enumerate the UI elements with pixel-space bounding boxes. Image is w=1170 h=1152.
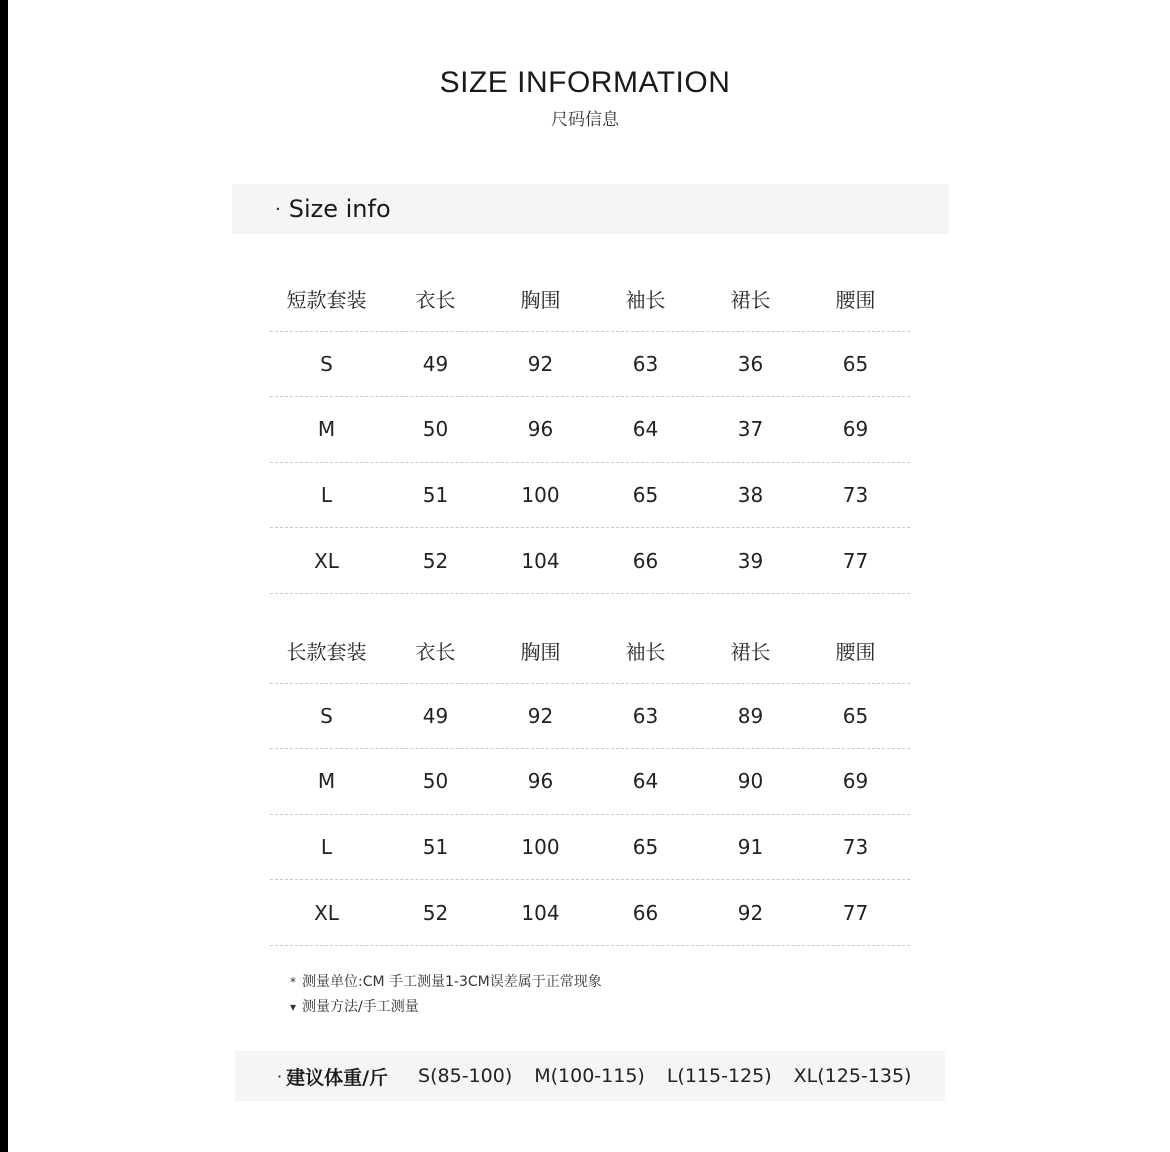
table-cell: 69 [842,769,869,794]
long-set-table [270,618,910,946]
size-cell: XL [314,900,339,925]
table-cell: 50 [422,769,449,794]
table-cell: 37 [737,417,764,442]
table-cell: 92 [737,900,764,925]
triangle-down-icon: ▾ [290,1000,297,1014]
table-cell: 63 [632,351,659,376]
table-cell: 92 [527,703,554,728]
table-cell: 49 [422,351,449,376]
table-cell: 51 [422,483,449,508]
table-cell: 73 [842,483,869,508]
weight-item: S(85-100) [418,1065,513,1087]
table-cell: 49 [422,703,449,728]
recommended-weight-bar [235,1051,945,1101]
table-cell: 64 [632,769,659,794]
table-cell: 39 [737,548,764,573]
left-edge-bar [0,0,8,1152]
table-cell: 65 [842,703,869,728]
bullet-icon: · [275,198,281,220]
table-cell: 51 [422,835,449,860]
table-cell: 63 [632,703,659,728]
page-subtitle: 尺码信息 [551,110,619,130]
weight-item: L(115-125) [666,1065,772,1087]
column-header: 袖长 [625,287,666,312]
table-cell: 64 [632,417,659,442]
table-cell: 65 [842,351,869,376]
table-cell: 77 [842,548,869,573]
page-title: SIZE INFORMATION [439,66,731,99]
column-header: 裙长 [730,639,771,664]
table-row [270,528,910,594]
table-cell: 92 [527,351,554,376]
table-cell: 52 [422,900,449,925]
size-cell: L [320,483,333,508]
table-cell: 77 [842,900,869,925]
table-cell: 100 [521,835,560,860]
table-cell: 50 [422,417,449,442]
table-header-row [270,266,910,332]
column-header: 袖长 [625,639,666,664]
table-cell: 66 [632,548,659,573]
weight-item: M(100-115) [534,1065,645,1087]
column-header: 衣长 [415,287,456,312]
column-header: 衣长 [415,639,456,664]
table-cell: 104 [521,548,560,573]
table-cell: 96 [527,769,554,794]
column-header: 腰围 [835,639,876,664]
column-header: 胸围 [520,287,561,312]
note-text: 测量单位:CM 手工测量1-3CM误差属于正常现象 [302,974,602,990]
column-header: 裙长 [730,287,771,312]
table-cell: 66 [632,900,659,925]
section-label: Size info [288,195,391,223]
table-cell: 38 [737,483,764,508]
note-line [290,995,602,1020]
table-cell: 100 [521,483,560,508]
measurement-notes [290,970,602,1020]
weight-label: 建议体重/斤 [286,1066,389,1089]
size-cell: M [317,417,336,442]
size-cell: S [320,351,333,376]
table-cell: 96 [527,417,554,442]
table-header-row [270,618,910,684]
table-cell: 65 [632,483,659,508]
note-line [290,970,602,995]
table-cell: 52 [422,548,449,573]
table-cell: 36 [737,351,764,376]
column-header: 长款套装 [286,639,367,664]
table-row [270,815,910,881]
column-header: 短款套装 [286,287,367,312]
table-row [270,332,910,398]
size-cell: L [320,835,333,860]
asterisk-icon: * [290,975,296,989]
table-cell: 91 [737,835,764,860]
table-cell: 90 [737,769,764,794]
table-row [270,880,910,946]
size-cell: XL [314,548,339,573]
table-cell: 89 [737,703,764,728]
column-header: 胸围 [520,639,561,664]
table-cell: 65 [632,835,659,860]
column-header: 腰围 [835,287,876,312]
size-cell: S [320,703,333,728]
bullet-icon: · [277,1066,283,1086]
table-cell: 73 [842,835,869,860]
short-set-table [270,266,910,594]
table-row [270,749,910,815]
size-info-header [232,184,949,234]
table-row [270,463,910,529]
note-text: 测量方法/手工测量 [302,999,419,1015]
table-row [270,684,910,750]
size-cell: M [317,769,336,794]
table-cell: 69 [842,417,869,442]
weight-item: XL(125-135) [793,1065,912,1087]
table-cell: 104 [521,900,560,925]
table-row [270,397,910,463]
